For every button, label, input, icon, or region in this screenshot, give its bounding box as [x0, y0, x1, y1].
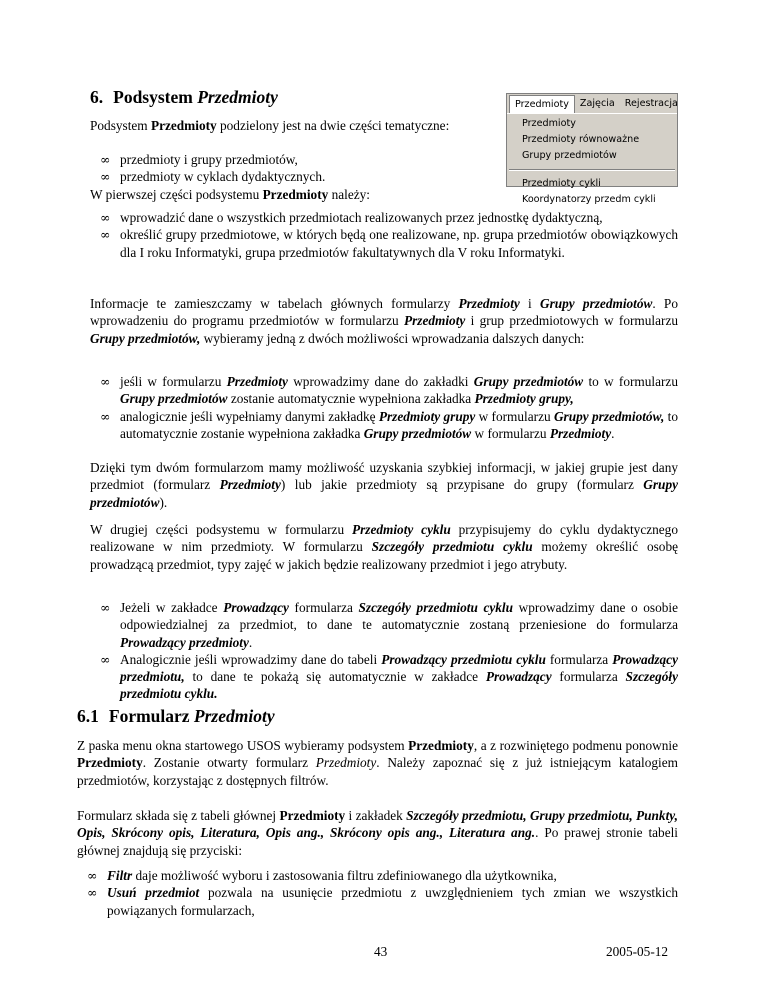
- text-bold-italic: Grupy przedmiotów,: [90, 330, 201, 346]
- page-number: 43: [374, 944, 388, 959]
- section-title-prefix: Podsystem: [113, 87, 198, 107]
- text: przypisujemy do cyklu dydaktycznego realizowane w nim przedmioty. W formularzu: [90, 522, 678, 555]
- text: to automatycznie zostanie wypełniona zakładka: [120, 408, 678, 441]
- text-bold: Przedmioty: [262, 186, 329, 202]
- text: określić grupy przedmiotowe, w których będą one realizowane, np. grupa przedmiotów obowiązkowych dla I roku Informatyki, grupa przedmiotów fakultatywnych dla V roku Informatyki.: [120, 227, 678, 260]
- list-item: [90, 151, 510, 168]
- bullet-icon: ∞: [100, 408, 111, 424]
- text-bold-italic: Przedmioty: [226, 374, 288, 389]
- section-title-em: Przedmioty: [197, 87, 278, 107]
- text-bold-italic: Szczegóły przedmiotu cyklu.: [120, 669, 678, 702]
- list-item: [90, 168, 510, 185]
- text-bold-italic: Prowadzący przedmiotu,: [120, 651, 678, 685]
- text: w formularzu: [475, 408, 554, 424]
- paragraph-3: [90, 521, 678, 573]
- text-bold-italic: Usuń przedmiot: [107, 885, 200, 901]
- text-bold-italic: Przedmioty: [458, 296, 520, 311]
- text-bold-italic: Grupy przedmiotów: [473, 374, 584, 389]
- text: i zakładek: [345, 808, 407, 823]
- section-number: 6.: [90, 87, 104, 107]
- text-bold-italic: Grupy przedmiotów: [90, 477, 679, 510]
- subsection-heading: [77, 705, 275, 727]
- menu-item-grupy-przedmiotow[interactable]: Grupy przedmiotów: [522, 150, 617, 161]
- text-bold-italic: Grupy przedmiotów,: [553, 408, 665, 424]
- list-item: [90, 209, 678, 226]
- bullet-icon: ∞: [87, 885, 98, 901]
- text: . Należy zapoznać się z już istniejącym katalogiem przedmiotów, korzystając z dostępnych filtrów.: [77, 755, 678, 788]
- dropdown-menu: [507, 114, 677, 208]
- paragraph-1: [90, 295, 678, 347]
- list-item: [90, 373, 678, 408]
- text: Informacje te zamieszczamy w tabelach głównych formularzy: [90, 296, 459, 311]
- text-bold-italic: Szczegóły przedmiotu cyklu: [358, 600, 514, 615]
- text: formularza: [545, 651, 613, 667]
- text: formularza: [551, 669, 626, 685]
- text: Formularz składa się z tabeli głównej: [77, 808, 280, 823]
- text: Z paska menu okna startowego USOS wybieramy podsystem: [77, 738, 409, 753]
- text: zostanie automatycznie wypełniona zakładka: [227, 391, 475, 407]
- text-bold: Przedmioty: [408, 738, 474, 753]
- text: to dane te pokażą się automatycznie w zakładce: [184, 669, 486, 685]
- text-bold-italic: Przedmioty grupy,: [474, 391, 574, 407]
- text: wprowadzić dane o wszystkich przedmiotach realizowanych przez jednostkę dydaktyczną,: [120, 210, 603, 225]
- bullet-icon: ∞: [100, 169, 111, 185]
- text: W drugiej części podsystemu w formularzu: [90, 522, 352, 537]
- subsection-title-em: Przedmioty: [193, 706, 275, 726]
- text: ) lub jakie przedmioty są przypisane do grupy (formularz: [280, 477, 644, 493]
- bullet-icon: ∞: [100, 210, 111, 225]
- text: możemy określić osobę prowadzącą przedmiot, typy zajęć w jakich będzie realizowany przedmiot i jego atrybuty.: [90, 539, 678, 572]
- list-3: [90, 599, 678, 703]
- text: . Zostanie otwarty formularz: [142, 755, 316, 771]
- text: ).: [159, 494, 168, 510]
- text-bold-italic: Przedmioty grupy: [378, 408, 476, 424]
- text: analogicznie jeśli wypełniamy danymi zakładkę: [120, 408, 379, 424]
- text-bold: Przedmioty: [77, 755, 143, 771]
- list-item: [77, 884, 678, 919]
- text: wprowadzimy dane o osobie odpowiedzialnej za przedmiot, to dane te automatycznie zostaną przeniesione do formularza: [120, 600, 678, 633]
- list-4: [77, 867, 678, 919]
- text: w formularzu: [471, 425, 550, 441]
- menu-bar-rejestracja[interactable]: Rejestracja: [624, 98, 678, 109]
- list-2: [90, 373, 678, 442]
- text: . Po prawej stronie tabeli głównej znajdują się przyciski:: [77, 825, 678, 858]
- paragraph-2: [90, 459, 678, 511]
- paragraph-5: [77, 807, 678, 859]
- text-bold-italic: Grupy przedmiotów: [363, 425, 472, 441]
- text-bold-italic: Szczegóły przedmiotu, Grupy przedmiotu, Punkty, Opis, Skrócony opis, Literatura, Opis ang., Skrócony opis ang., Literatura ang.: [77, 808, 678, 841]
- text: .: [248, 634, 253, 650]
- text-bold-italic: Przedmioty: [219, 477, 281, 493]
- text-bold-italic: Przedmioty: [549, 425, 612, 441]
- list-1: [90, 209, 678, 261]
- text-bold-italic: Filtr: [107, 868, 133, 883]
- text: przedmioty w cyklach dydaktycznych.: [120, 169, 326, 185]
- text: i: [519, 296, 540, 311]
- menu-screenshot: [506, 93, 678, 205]
- menu-item-przedmioty[interactable]: Przedmioty: [522, 118, 576, 129]
- intro-list: [90, 151, 510, 203]
- text: formularza: [288, 600, 359, 615]
- menu-bar-przedmioty[interactable]: Przedmioty: [509, 95, 575, 113]
- text: Analogicznie jeśli wprowadzimy dane do tabeli: [120, 651, 382, 667]
- text: . Po wprowadzeniu do programu przedmiotów w formularzu: [90, 296, 678, 329]
- bullet-icon: ∞: [100, 651, 111, 667]
- menu-item-koordynatorzy[interactable]: Koordynatorzy przedm cykli: [522, 194, 656, 205]
- text: i grup przedmiotowych w formularzu: [465, 313, 678, 329]
- list-item: [90, 408, 678, 443]
- menu-item-przedmioty-rownowazne[interactable]: Przedmioty równoważne: [522, 134, 640, 145]
- text: jeśli w formularzu: [120, 374, 227, 389]
- bullet-icon: ∞: [100, 227, 111, 243]
- text: to w formularzu: [583, 374, 678, 389]
- text-bold: Przedmioty: [279, 808, 346, 823]
- bullet-icon: ∞: [100, 152, 111, 167]
- text-bold-italic: Szczegóły przedmiotu cyklu: [371, 539, 533, 555]
- text: daje możliwość wyboru i zastosowania filtru zdefiniowanego dla użytkownika,: [132, 868, 557, 883]
- menu-separator: [509, 169, 675, 171]
- text: Jeżeli w zakładce: [120, 600, 224, 615]
- text: W pierwszej części podsystemu: [90, 186, 263, 202]
- paragraph-4: [77, 737, 678, 789]
- text: wprowadzimy dane do zakładki: [287, 374, 474, 389]
- subsection-number: 6.1: [77, 706, 99, 726]
- text-bold-italic: Przedmioty cyklu: [351, 522, 451, 537]
- intro-paragraph: [90, 117, 498, 134]
- text-bold: Przedmioty: [150, 118, 217, 133]
- text: pozwala na usunięcie przedmiotu z uwzględnieniem tych zmian we wszystkich powiązanych formularzach,: [107, 885, 678, 918]
- text: , a z rozwiniętego podmenu ponownie: [473, 738, 678, 753]
- text-bold-italic: Prowadzący: [485, 669, 552, 685]
- text-bold-italic: Grupy przedmiotów: [120, 391, 228, 407]
- list-item: [77, 867, 678, 884]
- text-bold-italic: Prowadzący: [223, 600, 289, 615]
- text-italic: Przedmioty: [315, 755, 377, 771]
- section-heading: [90, 86, 278, 108]
- menu-bar-zajecia[interactable]: Zajęcia: [579, 98, 615, 109]
- subsection-title-prefix: Formularz: [108, 706, 194, 726]
- text: wybieramy jedną z dwóch możliwości wprowadzania dalszych danych:: [200, 330, 585, 346]
- text: Dzięki tym dwóm formularzom mamy możliwość uzyskania szybkiej informacji, w jakiej grupie jest dany przedmiot (formularz: [90, 460, 678, 493]
- intro-line: [90, 117, 498, 134]
- menu-bar: [507, 94, 677, 114]
- intro-line-2: [90, 186, 510, 203]
- text-bold-italic: Przedmioty: [404, 313, 466, 329]
- text: podzielony jest na dwie części tematyczne:: [216, 118, 450, 133]
- bullet-icon: ∞: [100, 600, 111, 615]
- text: należy:: [328, 186, 370, 202]
- list-item: [90, 651, 678, 703]
- footer-date: 2005-05-12: [606, 944, 669, 959]
- text: .: [611, 425, 615, 441]
- text: Podsystem: [90, 118, 151, 133]
- bullet-icon: ∞: [87, 868, 98, 883]
- list-item: [90, 599, 678, 651]
- menu-item-przedmioty-cykli[interactable]: Przedmioty cykli: [522, 178, 601, 189]
- text-bold-italic: Prowadzący przedmiotu cyklu: [381, 651, 546, 667]
- bullet-icon: ∞: [100, 374, 111, 389]
- text: przedmioty i grupy przedmiotów,: [120, 152, 298, 167]
- text-bold-italic: Prowadzący przedmioty: [120, 634, 249, 650]
- text-bold-italic: Grupy przedmiotów: [539, 296, 653, 311]
- list-item: [90, 226, 678, 261]
